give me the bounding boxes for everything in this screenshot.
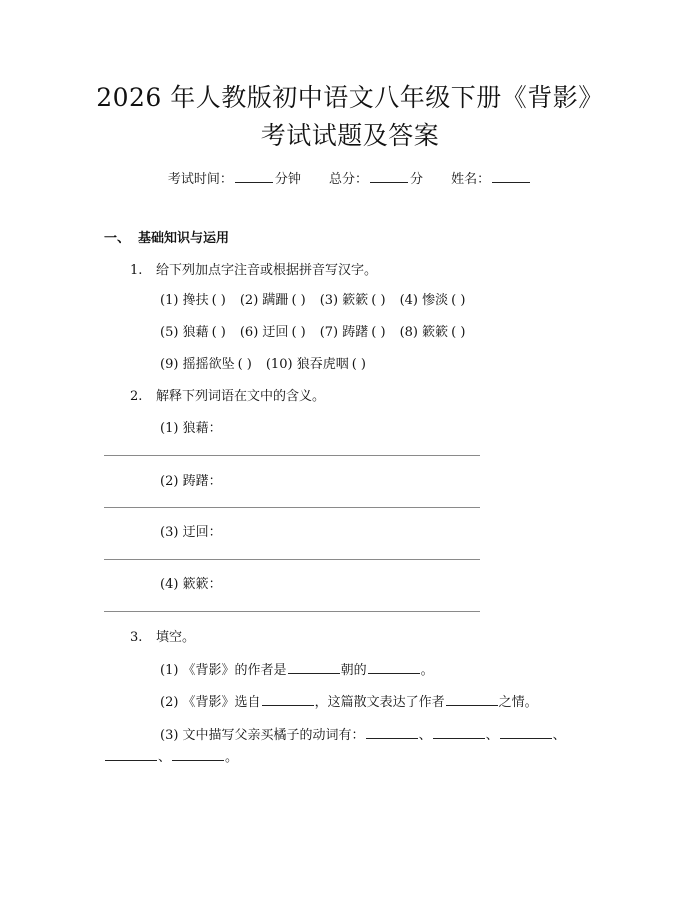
exam-meta — [0, 168, 700, 187]
vocab-item-word: 狼吞虎咽 — [296, 357, 349, 372]
separator: 、 — [418, 728, 432, 743]
vocab-item — [400, 324, 466, 342]
separator: 、 — [552, 728, 566, 743]
vocab-item-word: 簌簌 — [422, 325, 449, 340]
vocab-item — [240, 324, 306, 342]
fill-blank-3-cont — [104, 749, 238, 767]
total-score-label: 总分： — [328, 172, 368, 187]
definition-item-word: 簌簌： — [182, 577, 222, 592]
vocab-item — [240, 292, 306, 310]
vocab-item-number: (6) — [239, 325, 259, 340]
fill-blank[interactable] — [288, 662, 340, 674]
vocab-item-word: 迂回 — [262, 325, 289, 340]
fill-blank-1 — [160, 662, 434, 680]
vocab-item-number: (8) — [399, 325, 418, 340]
student-name-blank[interactable] — [492, 171, 530, 183]
question-1 — [130, 262, 377, 280]
fill-text: 。 — [225, 750, 239, 765]
vocab-item-blank[interactable]: ( ) — [237, 357, 252, 372]
vocab-item-blank[interactable]: ( ) — [451, 325, 466, 340]
exam-time-blank[interactable] — [235, 171, 273, 183]
vocab-item-number: (5) — [160, 325, 179, 340]
vocab-item-number: (10) — [265, 357, 293, 372]
answer-line[interactable] — [104, 455, 480, 456]
document-title-line-1: 2026 年人教版初中语文八年级下册《背影》 — [96, 83, 604, 112]
question-3-number: 3. — [130, 630, 143, 645]
vocab-row-3 — [160, 356, 380, 374]
vocab-item — [320, 292, 386, 310]
question-1-text: 给下列加点字注音或根据拼音写汉字。 — [156, 263, 378, 278]
definition-item — [160, 576, 222, 594]
definition-item — [160, 420, 222, 438]
fill-blank[interactable] — [262, 694, 314, 706]
fill-blank[interactable] — [105, 749, 157, 761]
vocab-item-blank[interactable]: ( ) — [451, 293, 466, 308]
fill-text: ，这篇散文表达了作者 — [314, 695, 445, 710]
fill-blank[interactable] — [500, 727, 552, 739]
vocab-item-word: 簌簌 — [342, 293, 369, 308]
fill-text: 朝的 — [340, 663, 367, 678]
vocab-item — [400, 292, 466, 310]
question-2-number: 2. — [130, 389, 143, 404]
section-heading — [104, 230, 229, 248]
total-score — [329, 172, 423, 187]
definition-item-word: 狼藉： — [182, 421, 222, 436]
fill-blank[interactable] — [446, 694, 498, 706]
definition-item-number: (2) — [160, 474, 179, 489]
question-2-text: 解释下列词语在文中的含义。 — [156, 389, 326, 404]
definition-item — [160, 473, 222, 491]
vocab-item-number: (9) — [160, 357, 179, 372]
vocab-item — [160, 324, 226, 342]
vocab-row-1 — [160, 292, 479, 310]
exam-time-unit: 分钟 — [274, 172, 301, 187]
document-title-line-2: 考试试题及答案 — [260, 121, 440, 150]
fill-text: 之情。 — [498, 695, 538, 710]
definition-item — [160, 524, 222, 542]
fill-blank-3 — [160, 727, 566, 745]
fill-blank[interactable] — [366, 727, 418, 739]
vocab-item-word: 惨淡 — [422, 293, 449, 308]
vocab-item-number: (2) — [239, 293, 259, 308]
fill-text: (1) 《背影》的作者是 — [160, 663, 287, 678]
vocab-item-number: (1) — [160, 293, 179, 308]
vocab-item-blank[interactable]: ( ) — [371, 293, 386, 308]
fill-text: (2) 《背影》选自 — [160, 695, 261, 710]
vocab-item — [266, 356, 366, 374]
question-1-number: 1. — [130, 263, 143, 278]
exam-time — [168, 172, 301, 187]
total-score-unit: 分 — [410, 172, 424, 187]
vocab-item — [160, 356, 252, 374]
fill-text: (3) 文中描写父亲买橘子的动词有： — [160, 728, 365, 743]
separator: 、 — [485, 728, 499, 743]
section-number: 一、 — [104, 231, 131, 246]
total-score-blank[interactable] — [370, 171, 408, 183]
vocab-item-word: 摇摇欲坠 — [182, 357, 235, 372]
fill-text: 。 — [420, 663, 434, 678]
vocab-item-number: (4) — [399, 293, 418, 308]
vocab-item-word: 蹒跚 — [262, 293, 289, 308]
vocab-item-blank[interactable]: ( ) — [291, 325, 306, 340]
question-3-text: 填空。 — [156, 630, 196, 645]
definition-item-number: (3) — [160, 525, 179, 540]
question-2 — [130, 388, 325, 406]
answer-line[interactable] — [104, 611, 480, 612]
definition-item-number: (4) — [160, 577, 179, 592]
vocab-item-blank[interactable]: ( ) — [291, 293, 306, 308]
vocab-item-word: 踌躇 — [342, 325, 369, 340]
vocab-item-blank[interactable]: ( ) — [351, 357, 366, 372]
vocab-item-number: (7) — [319, 325, 339, 340]
vocab-item — [320, 324, 386, 342]
answer-line[interactable] — [104, 559, 480, 560]
separator: 、 — [158, 750, 172, 765]
answer-line[interactable] — [104, 507, 480, 508]
vocab-item-word: 搀扶 — [182, 293, 209, 308]
vocab-item — [160, 292, 226, 310]
definition-item-word: 踌躇： — [182, 474, 222, 489]
fill-blank-2 — [160, 694, 538, 712]
vocab-row-2 — [160, 324, 479, 342]
exam-time-label: 考试时间： — [167, 172, 233, 187]
definition-item-word: 迂回： — [182, 525, 222, 540]
vocab-item-blank[interactable]: ( ) — [211, 325, 226, 340]
fill-blank[interactable] — [368, 662, 420, 674]
fill-blank[interactable] — [172, 749, 224, 761]
section-title: 基础知识与运用 — [138, 231, 230, 246]
question-3 — [130, 629, 195, 647]
student-name-label: 姓名： — [451, 172, 491, 187]
fill-blank[interactable] — [433, 727, 485, 739]
definition-item-number: (1) — [160, 421, 179, 436]
vocab-item-blank[interactable]: ( ) — [371, 325, 386, 340]
vocab-item-blank[interactable]: ( ) — [211, 293, 226, 308]
student-name — [451, 172, 532, 187]
vocab-item-number: (3) — [319, 293, 339, 308]
vocab-item-word: 狼藉 — [182, 325, 209, 340]
